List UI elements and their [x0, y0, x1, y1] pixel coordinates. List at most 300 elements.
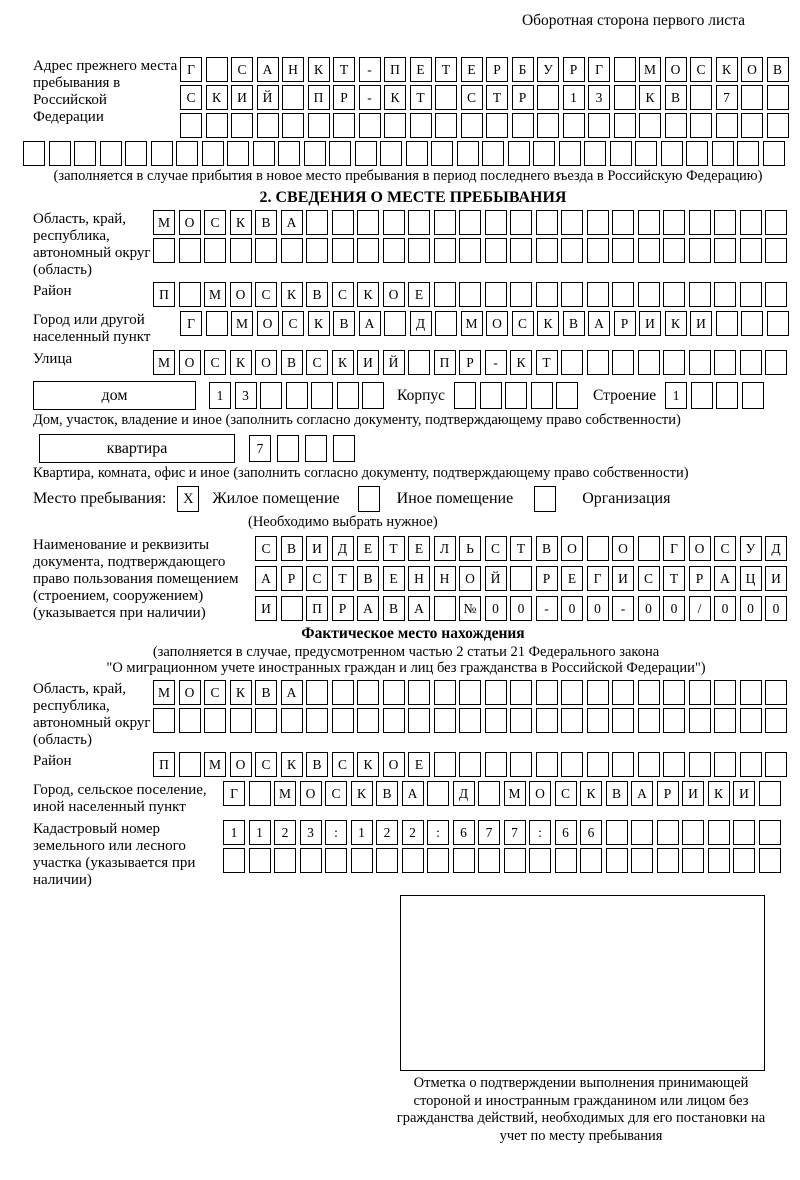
char-box[interactable]: 0: [485, 596, 507, 621]
char-box[interactable]: [249, 781, 271, 806]
char-box[interactable]: [427, 781, 449, 806]
char-box[interactable]: 6: [555, 820, 577, 845]
char-box[interactable]: [561, 350, 583, 375]
char-box[interactable]: [663, 282, 685, 307]
char-box[interactable]: [536, 238, 558, 263]
char-box[interactable]: [537, 113, 559, 138]
char-box[interactable]: [434, 752, 456, 777]
char-box[interactable]: П: [384, 57, 406, 82]
char-box[interactable]: К: [230, 680, 252, 705]
char-box[interactable]: О: [255, 350, 277, 375]
char-box[interactable]: [606, 820, 628, 845]
char-box[interactable]: [663, 708, 685, 733]
char-box[interactable]: [610, 141, 632, 166]
char-box[interactable]: С: [555, 781, 577, 806]
char-box[interactable]: О: [561, 536, 583, 561]
char-box[interactable]: М: [639, 57, 661, 82]
char-box[interactable]: 0: [714, 596, 736, 621]
char-box[interactable]: [767, 85, 789, 110]
char-box[interactable]: 0: [740, 596, 762, 621]
char-box[interactable]: К: [537, 311, 559, 336]
char-box[interactable]: [485, 708, 507, 733]
char-box[interactable]: Й: [257, 85, 279, 110]
char-box[interactable]: И: [733, 781, 755, 806]
char-box[interactable]: :: [529, 820, 551, 845]
char-box[interactable]: [614, 113, 636, 138]
char-box[interactable]: О: [300, 781, 322, 806]
char-box[interactable]: [533, 141, 555, 166]
char-box[interactable]: [663, 238, 685, 263]
char-box[interactable]: И: [639, 311, 661, 336]
char-box[interactable]: /: [689, 596, 711, 621]
char-box[interactable]: С: [255, 282, 277, 307]
char-box[interactable]: К: [230, 350, 252, 375]
char-box[interactable]: [588, 113, 610, 138]
char-box[interactable]: [612, 752, 634, 777]
char-box[interactable]: [383, 708, 405, 733]
char-box[interactable]: 1: [223, 820, 245, 845]
char-box[interactable]: [765, 238, 787, 263]
char-box[interactable]: В: [376, 781, 398, 806]
char-box[interactable]: М: [231, 311, 253, 336]
char-box[interactable]: [408, 680, 430, 705]
char-box[interactable]: [657, 848, 679, 873]
char-box[interactable]: [759, 820, 781, 845]
char-box[interactable]: [741, 113, 763, 138]
char-box[interactable]: [716, 113, 738, 138]
char-box[interactable]: Н: [408, 566, 430, 591]
char-box[interactable]: [459, 752, 481, 777]
char-box[interactable]: А: [281, 210, 303, 235]
char-box[interactable]: [714, 238, 736, 263]
char-box[interactable]: С: [306, 350, 328, 375]
char-box[interactable]: [587, 680, 609, 705]
char-box[interactable]: [457, 141, 479, 166]
char-box[interactable]: И: [306, 536, 328, 561]
char-box[interactable]: [306, 680, 328, 705]
char-box[interactable]: [274, 848, 296, 873]
char-box[interactable]: М: [153, 680, 175, 705]
char-box[interactable]: [206, 57, 228, 82]
char-box[interactable]: [714, 350, 736, 375]
char-box[interactable]: [663, 210, 685, 235]
char-box[interactable]: К: [708, 781, 730, 806]
char-box[interactable]: [153, 708, 175, 733]
char-box[interactable]: [612, 210, 634, 235]
char-box[interactable]: П: [434, 350, 456, 375]
char-box[interactable]: М: [274, 781, 296, 806]
char-box[interactable]: [612, 350, 634, 375]
char-box[interactable]: [480, 382, 502, 409]
char-box[interactable]: Й: [485, 566, 507, 591]
char-box[interactable]: [510, 680, 532, 705]
char-box[interactable]: [408, 238, 430, 263]
char-box[interactable]: А: [714, 566, 736, 591]
char-box[interactable]: [663, 350, 685, 375]
char-box[interactable]: [257, 113, 279, 138]
char-box[interactable]: [231, 113, 253, 138]
char-box[interactable]: К: [357, 752, 379, 777]
char-box[interactable]: [23, 141, 45, 166]
char-box[interactable]: [561, 752, 583, 777]
checkbox-inoe[interactable]: [358, 486, 380, 512]
char-box[interactable]: С: [180, 85, 202, 110]
char-box[interactable]: [587, 282, 609, 307]
char-box[interactable]: К: [357, 282, 379, 307]
char-box[interactable]: 0: [587, 596, 609, 621]
char-box[interactable]: [204, 238, 226, 263]
char-box[interactable]: И: [690, 311, 712, 336]
char-box[interactable]: [638, 238, 660, 263]
char-box[interactable]: И: [765, 566, 787, 591]
char-box[interactable]: К: [639, 85, 661, 110]
char-box[interactable]: [682, 848, 704, 873]
char-box[interactable]: [536, 680, 558, 705]
char-box[interactable]: [281, 238, 303, 263]
char-box[interactable]: В: [665, 85, 687, 110]
char-box[interactable]: С: [485, 536, 507, 561]
char-box[interactable]: [434, 210, 456, 235]
char-box[interactable]: [362, 382, 384, 409]
char-box[interactable]: [176, 141, 198, 166]
char-box[interactable]: [740, 238, 762, 263]
char-box[interactable]: М: [504, 781, 526, 806]
char-box[interactable]: [282, 85, 304, 110]
char-box[interactable]: [765, 680, 787, 705]
char-box[interactable]: [561, 238, 583, 263]
char-box[interactable]: Г: [180, 311, 202, 336]
char-box[interactable]: [714, 680, 736, 705]
char-box[interactable]: [635, 141, 657, 166]
char-box[interactable]: [332, 238, 354, 263]
char-box[interactable]: 7: [716, 85, 738, 110]
char-box[interactable]: 6: [453, 820, 475, 845]
checkbox-organizatsiya[interactable]: [534, 486, 556, 512]
char-box[interactable]: 7: [249, 435, 271, 462]
char-box[interactable]: Т: [510, 536, 532, 561]
char-box[interactable]: [529, 848, 551, 873]
char-box[interactable]: С: [204, 210, 226, 235]
char-box[interactable]: 7: [504, 820, 526, 845]
char-box[interactable]: [714, 210, 736, 235]
char-box[interactable]: Б: [512, 57, 534, 82]
char-box[interactable]: [689, 238, 711, 263]
char-box[interactable]: С: [204, 680, 226, 705]
char-box[interactable]: [714, 752, 736, 777]
char-box[interactable]: В: [357, 566, 379, 591]
char-box[interactable]: Г: [180, 57, 202, 82]
char-box[interactable]: [536, 282, 558, 307]
char-box[interactable]: -: [359, 57, 381, 82]
char-box[interactable]: Д: [453, 781, 475, 806]
char-box[interactable]: А: [257, 57, 279, 82]
char-box[interactable]: О: [383, 282, 405, 307]
char-box[interactable]: [510, 282, 532, 307]
char-box[interactable]: О: [612, 536, 634, 561]
char-box[interactable]: О: [257, 311, 279, 336]
char-box[interactable]: Т: [536, 350, 558, 375]
char-box[interactable]: 1: [563, 85, 585, 110]
char-box[interactable]: Г: [223, 781, 245, 806]
char-box[interactable]: Р: [459, 350, 481, 375]
char-box[interactable]: Т: [383, 536, 405, 561]
char-box[interactable]: [614, 85, 636, 110]
char-box[interactable]: [510, 708, 532, 733]
char-box[interactable]: К: [308, 311, 330, 336]
char-box[interactable]: [485, 752, 507, 777]
char-box[interactable]: 1: [351, 820, 373, 845]
char-box[interactable]: С: [638, 566, 660, 591]
char-box[interactable]: [383, 680, 405, 705]
char-box[interactable]: [478, 848, 500, 873]
char-box[interactable]: [325, 848, 347, 873]
char-box[interactable]: Д: [765, 536, 787, 561]
char-box[interactable]: К: [308, 57, 330, 82]
char-box[interactable]: [454, 382, 476, 409]
char-box[interactable]: [665, 113, 687, 138]
char-box[interactable]: [260, 382, 282, 409]
char-box[interactable]: [308, 113, 330, 138]
char-box[interactable]: [587, 752, 609, 777]
char-box[interactable]: Н: [434, 566, 456, 591]
char-box[interactable]: [482, 141, 504, 166]
char-box[interactable]: В: [767, 57, 789, 82]
char-box[interactable]: А: [408, 596, 430, 621]
char-box[interactable]: К: [351, 781, 373, 806]
char-box[interactable]: [510, 210, 532, 235]
char-box[interactable]: [485, 680, 507, 705]
char-box[interactable]: Д: [332, 536, 354, 561]
char-box[interactable]: [435, 113, 457, 138]
char-box[interactable]: [740, 680, 762, 705]
char-box[interactable]: [508, 141, 530, 166]
char-box[interactable]: [206, 113, 228, 138]
char-box[interactable]: Т: [435, 57, 457, 82]
char-box[interactable]: [305, 435, 327, 462]
char-box[interactable]: У: [740, 536, 762, 561]
char-box[interactable]: [357, 238, 379, 263]
char-box[interactable]: [282, 113, 304, 138]
char-box[interactable]: В: [383, 596, 405, 621]
char-box[interactable]: [689, 210, 711, 235]
char-box[interactable]: [383, 238, 405, 263]
char-box[interactable]: Е: [357, 536, 379, 561]
char-box[interactable]: [357, 680, 379, 705]
char-box[interactable]: В: [255, 680, 277, 705]
char-box[interactable]: К: [281, 282, 303, 307]
char-box[interactable]: В: [536, 536, 558, 561]
char-box[interactable]: [402, 848, 424, 873]
char-box[interactable]: Т: [663, 566, 685, 591]
char-box[interactable]: [230, 708, 252, 733]
char-box[interactable]: В: [281, 350, 303, 375]
char-box[interactable]: :: [325, 820, 347, 845]
char-box[interactable]: 3: [235, 382, 257, 409]
char-box[interactable]: [759, 781, 781, 806]
char-box[interactable]: [765, 210, 787, 235]
char-box[interactable]: [639, 113, 661, 138]
char-box[interactable]: С: [512, 311, 534, 336]
char-box[interactable]: [537, 85, 559, 110]
char-box[interactable]: [638, 680, 660, 705]
char-box[interactable]: Н: [282, 57, 304, 82]
char-box[interactable]: Р: [614, 311, 636, 336]
char-box[interactable]: [179, 282, 201, 307]
char-box[interactable]: [716, 311, 738, 336]
char-box[interactable]: Е: [561, 566, 583, 591]
char-box[interactable]: И: [682, 781, 704, 806]
char-box[interactable]: [689, 752, 711, 777]
char-box[interactable]: [329, 141, 351, 166]
char-box[interactable]: №: [459, 596, 481, 621]
char-box[interactable]: [759, 848, 781, 873]
char-box[interactable]: [355, 141, 377, 166]
char-box[interactable]: [300, 848, 322, 873]
char-box[interactable]: [555, 848, 577, 873]
char-box[interactable]: О: [741, 57, 763, 82]
char-box[interactable]: 3: [588, 85, 610, 110]
char-box[interactable]: [485, 238, 507, 263]
char-box[interactable]: [510, 752, 532, 777]
char-box[interactable]: [151, 141, 173, 166]
char-box[interactable]: С: [325, 781, 347, 806]
char-box[interactable]: К: [384, 85, 406, 110]
char-box[interactable]: В: [255, 210, 277, 235]
char-box[interactable]: [311, 382, 333, 409]
char-box[interactable]: [459, 238, 481, 263]
char-box[interactable]: 0: [663, 596, 685, 621]
char-box[interactable]: [206, 311, 228, 336]
char-box[interactable]: [277, 435, 299, 462]
char-box[interactable]: [435, 311, 457, 336]
char-box[interactable]: С: [282, 311, 304, 336]
char-box[interactable]: [459, 282, 481, 307]
char-box[interactable]: Й: [383, 350, 405, 375]
char-box[interactable]: [765, 752, 787, 777]
char-box[interactable]: О: [179, 350, 201, 375]
char-box[interactable]: [255, 708, 277, 733]
char-box[interactable]: [663, 680, 685, 705]
char-box[interactable]: [657, 820, 679, 845]
char-box[interactable]: И: [357, 350, 379, 375]
char-box[interactable]: [690, 85, 712, 110]
char-box[interactable]: [689, 350, 711, 375]
char-box[interactable]: [485, 282, 507, 307]
char-box[interactable]: [281, 596, 303, 621]
char-box[interactable]: [461, 113, 483, 138]
char-box[interactable]: А: [357, 596, 379, 621]
char-box[interactable]: С: [255, 752, 277, 777]
char-box[interactable]: В: [563, 311, 585, 336]
char-box[interactable]: [733, 820, 755, 845]
char-box[interactable]: Р: [281, 566, 303, 591]
char-box[interactable]: 7: [478, 820, 500, 845]
char-box[interactable]: [765, 350, 787, 375]
char-box[interactable]: В: [606, 781, 628, 806]
char-box[interactable]: В: [306, 282, 328, 307]
char-box[interactable]: О: [179, 210, 201, 235]
char-box[interactable]: [587, 350, 609, 375]
char-box[interactable]: В: [306, 752, 328, 777]
char-box[interactable]: [559, 141, 581, 166]
char-box[interactable]: Г: [663, 536, 685, 561]
char-box[interactable]: Р: [563, 57, 585, 82]
char-box[interactable]: [556, 382, 578, 409]
char-box[interactable]: Г: [588, 57, 610, 82]
char-box[interactable]: [179, 708, 201, 733]
char-box[interactable]: С: [461, 85, 483, 110]
char-box[interactable]: [179, 238, 201, 263]
char-box[interactable]: Р: [512, 85, 534, 110]
char-box[interactable]: К: [281, 752, 303, 777]
char-box[interactable]: [741, 85, 763, 110]
char-box[interactable]: Ь: [459, 536, 481, 561]
char-box[interactable]: 0: [561, 596, 583, 621]
char-box[interactable]: И: [612, 566, 634, 591]
char-box[interactable]: А: [281, 680, 303, 705]
char-box[interactable]: [580, 848, 602, 873]
char-box[interactable]: А: [359, 311, 381, 336]
char-box[interactable]: [332, 210, 354, 235]
char-box[interactable]: [708, 848, 730, 873]
char-box[interactable]: [714, 282, 736, 307]
char-box[interactable]: 2: [402, 820, 424, 845]
char-box[interactable]: А: [588, 311, 610, 336]
char-box[interactable]: К: [716, 57, 738, 82]
char-box[interactable]: О: [665, 57, 687, 82]
char-box[interactable]: [337, 382, 359, 409]
char-box[interactable]: Е: [408, 752, 430, 777]
char-box[interactable]: [49, 141, 71, 166]
char-box[interactable]: О: [179, 680, 201, 705]
char-box[interactable]: Е: [410, 57, 432, 82]
char-box[interactable]: П: [153, 752, 175, 777]
char-box[interactable]: М: [153, 350, 175, 375]
char-box[interactable]: [561, 708, 583, 733]
char-box[interactable]: [74, 141, 96, 166]
char-box[interactable]: [351, 848, 373, 873]
char-box[interactable]: Е: [408, 282, 430, 307]
char-box[interactable]: [459, 210, 481, 235]
char-box[interactable]: О: [230, 282, 252, 307]
char-box[interactable]: [689, 708, 711, 733]
char-box[interactable]: Р: [536, 566, 558, 591]
char-box[interactable]: [682, 820, 704, 845]
char-box[interactable]: Е: [461, 57, 483, 82]
char-box[interactable]: [561, 680, 583, 705]
char-box[interactable]: [587, 210, 609, 235]
char-box[interactable]: [661, 141, 683, 166]
char-box[interactable]: [434, 708, 456, 733]
char-box[interactable]: [179, 752, 201, 777]
char-box[interactable]: К: [332, 350, 354, 375]
char-box[interactable]: [536, 752, 558, 777]
char-box[interactable]: К: [230, 210, 252, 235]
char-box[interactable]: [740, 282, 762, 307]
char-box[interactable]: 6: [580, 820, 602, 845]
char-box[interactable]: Г: [587, 566, 609, 591]
char-box[interactable]: [357, 708, 379, 733]
char-box[interactable]: [459, 708, 481, 733]
char-box[interactable]: Ц: [740, 566, 762, 591]
char-box[interactable]: [306, 238, 328, 263]
char-box[interactable]: [561, 210, 583, 235]
char-box[interactable]: Р: [689, 566, 711, 591]
char-box[interactable]: [708, 820, 730, 845]
char-box[interactable]: [255, 238, 277, 263]
char-box[interactable]: [434, 238, 456, 263]
char-box[interactable]: С: [255, 536, 277, 561]
